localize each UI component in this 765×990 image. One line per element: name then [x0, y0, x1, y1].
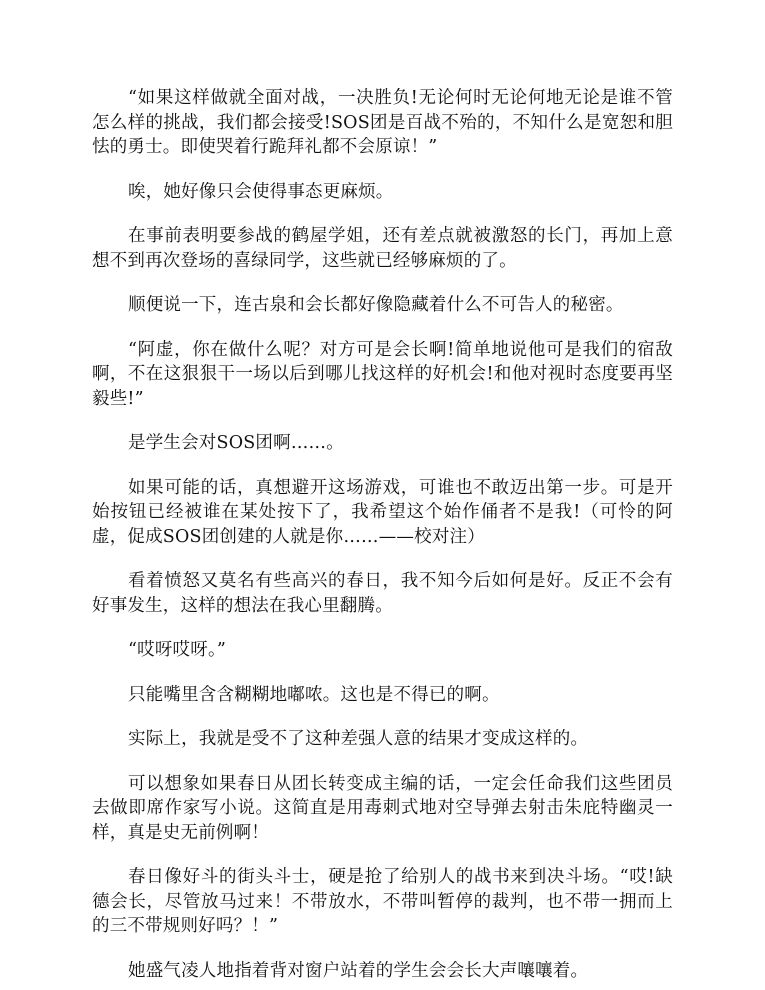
paragraph-2: 唉，她好像只会使得事态更麻烦。: [128, 181, 394, 202]
paragraph-10: 只能嘴里含含糊糊地嘟哝。这也是不得已的啊。: [128, 684, 500, 705]
paragraph-14: 她盛气凌人地指着背对窗户站着的学生会会长大声嚷嚷着。: [128, 960, 589, 981]
paragraph-11: 实际上，我就是受不了这种差强人意的结果才变成这样的。: [128, 729, 589, 749]
paragraph-12: 可以想象如果春日从团长转变成主编的话，一定会任命我们这些团员去做即席作家写小说。这简直是用毒刺式地对空导弹去射击朱庇特幽灵一样，真是史无前例啊！: [92, 773, 673, 843]
paragraph-4: 顺便说一下，连古泉和会长都好像隐藏着什么不可告人的秘密。: [128, 295, 624, 315]
paragraph-6: 是学生会对SOS团啊……。: [128, 433, 344, 453]
paragraph-1: “如果这样做就全面对战，一决胜负!无论何时无论何地无论是谁不管怎么样的挑战，我们都会接受!SOS团是百战不殆的，不知什么是宽恕和胆怯的勇士。即使哭着行跪拜礼都不会原谅！”: [92, 88, 673, 157]
paragraph-8: 看着愤怒又莫名有些高兴的春日，我不知今后如何是好。反正不会有好事发生，这样的想法在我心里翻腾。: [92, 571, 673, 616]
paragraph-13: 春日像好斗的街头斗士，硬是抢了给别人的战书来到决斗场。“哎!缺德会长，尽管放马过来！不带放水，不带叫暂停的裁判，也不带一拥而上的三不带规则好吗？！”: [92, 867, 673, 936]
paragraph-7: 如果可能的话，真想避开这场游戏，可谁也不敢迈出第一步。可是开始按钮已经被谁在某处按下了，我希望这个始作俑者不是我!（可怜的阿虚，促成SOS团创建的人就是你……——校对注）: [92, 477, 673, 547]
paragraph-3: 在事前表明要参战的鹤屋学姐，还有差点就被激怒的长门，再加上意想不到再次登场的喜绿同学，这些就已经够麻烦的了。: [92, 226, 673, 271]
paragraph-9: “哎呀哎呀。”: [128, 640, 227, 660]
paragraph-5: “阿虚，你在做什么呢？对方可是会长啊!简单地说他可是我们的宿敌啊，不在这狠狠干一场以后到哪儿找这样的好机会!和他对视时态度要再坚毅些!”: [92, 339, 673, 409]
